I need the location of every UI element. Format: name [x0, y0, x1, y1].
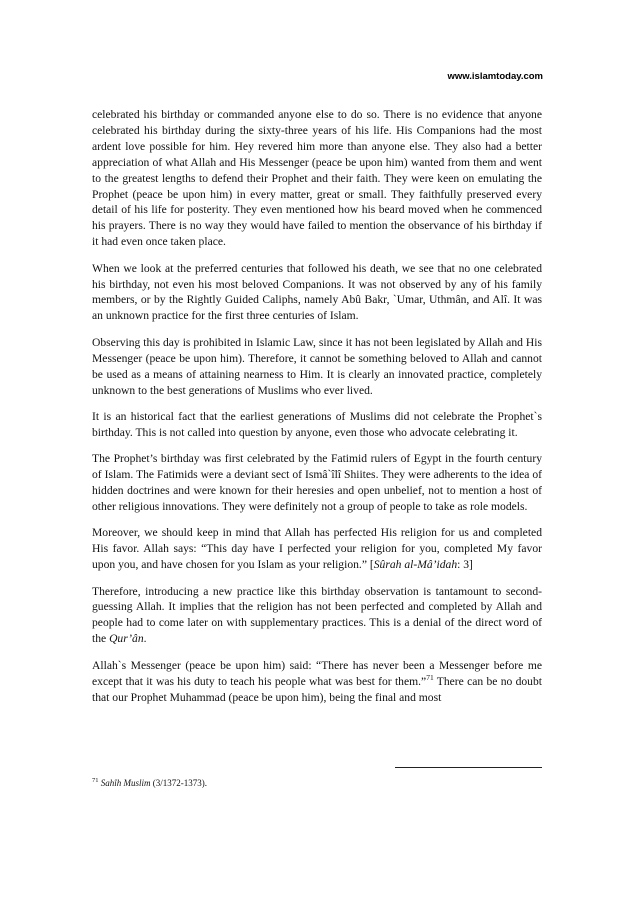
paragraph-text: The Prophet’s birthday was first celebrated by the Fatimid rulers of Egypt in the fourth century of Islam. The Fatimids were a deviant sect of Ismâ`îlî Shiites. They were adherents to the idea of hidden doctrines and were known for their heresies and open unbelief, not to mention a host of other religious innovations. They were definitely not a group of people to take as role models. [92, 452, 542, 513]
paragraph [92, 409, 542, 441]
body-text [92, 107, 542, 716]
paragraph [92, 107, 542, 250]
quran-reference: Qur’ân [109, 632, 144, 646]
paragraph-text: Moreover, we should keep in mind that Allah has perfected His religion for us and completed His favor. Allah says: “This day have I perfected your religion for you, completed My favor upon you, and have chosen for you Islam as your religion.” [ [92, 526, 542, 572]
footnote-reference[interactable]: 71 [426, 672, 434, 682]
paragraph-tail: : 3] [457, 558, 473, 572]
paragraph-text: Allah`s Messenger (peace be upon him) said: “There has never been a Messenger before me except that it was his duty to teach his people what was best for them.” [92, 658, 542, 688]
paragraph [92, 335, 542, 399]
footnote-divider [395, 767, 542, 768]
footnote-citation: (3/1372-1373). [150, 778, 208, 788]
paragraph [92, 584, 542, 648]
paragraph-tail: . [143, 632, 147, 646]
paragraph [92, 525, 542, 573]
paragraph-text: When we look at the preferred centuries that followed his death, we see that no one celebrated his birthday, not even his most beloved Companions. It was not observed by any of his family members, or by the Rightly Guided Caliphs, namely Abû Bakr, `Umar, Uthmân, and Alî. It was an unknown practice for the first three centuries of Islam. [92, 261, 542, 323]
paragraph-tail: There can be no doubt that our Prophet Muhammad (peace be upon him), being the final and most [92, 674, 542, 704]
paragraph [92, 451, 542, 515]
footnote-source: Sahîh Muslim [100, 778, 151, 788]
paragraph-text: celebrated his birthday or commanded anyone else to do so. There is no evidence that anyone celebrated his birthday during the sixty-three years of his life. His Companions had the most ardent love possible for him. Hey revered him more than anyone else. They also had a better appreciation of what Allah and His Messenger (peace be upon him) wanted from them and went to the greatest lengths to defend their Prophet and their faith. They were keen on emulating the Prophet (peace be upon him) in every matter, great or small. They faithfully preserved every detail of his life for posterity. They even mentioned how his beard moved when he commenced his prayers. There is no way they would have failed to mention the observance of his birthday if it had even once taken place. [92, 108, 542, 249]
surah-reference: Sûrah al-Mâ’idah [373, 558, 458, 572]
paragraph-text: Observing this day is prohibited in Islamic Law, since it has not been legislated by Allah and His Messenger (peace be upon him). Therefore, it cannot be something beloved to Allah and cannot be used as a means of attaining nearness to Him. It is clearly an innovated practice, completely unknown to the best generations of Muslims who ever lived. [92, 335, 542, 397]
paragraph-text: Therefore, introducing a new practice like this birthday observation is tantamount to second-guessing Allah. It implies that the religion has not been perfected and completed by Allah and people had to come later on with supplementary practices. This is a denial of the direct word of the [92, 584, 542, 646]
paragraph [92, 658, 542, 706]
site-url: www.islamtoday.com [447, 71, 543, 82]
footnote [92, 777, 542, 788]
paragraph [92, 261, 542, 325]
paragraph-text: It is an historical fact that the earliest generations of Muslims did not celebrate the Prophet`s birthday. This is not called into question by anyone, even those who advocate celebrating it. [92, 409, 542, 439]
footnote-number: 71 [92, 777, 99, 784]
